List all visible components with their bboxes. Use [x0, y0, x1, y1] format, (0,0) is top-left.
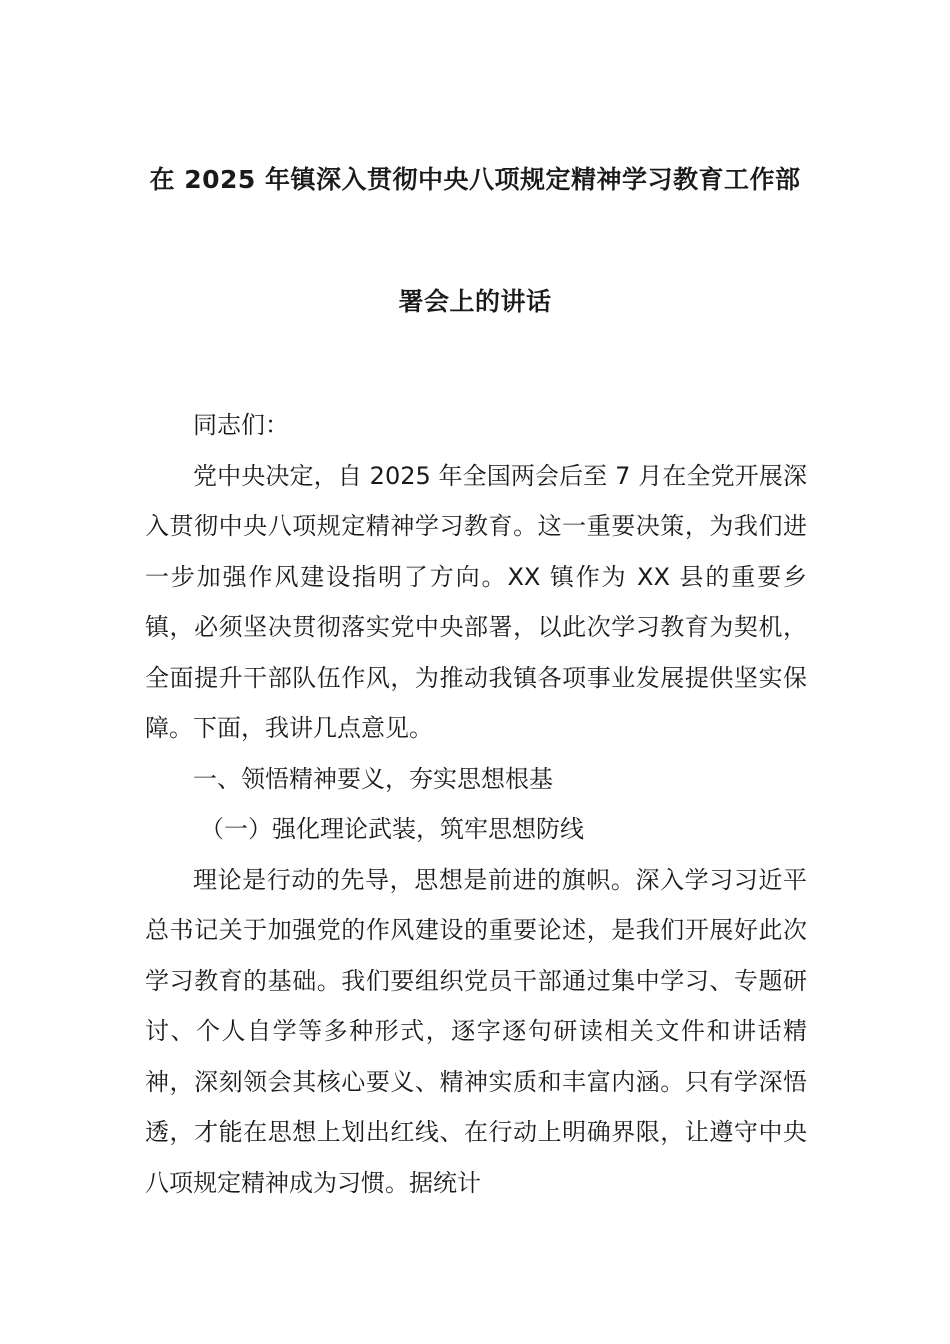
body-paragraph-2: 理论是行动的先导，思想是前进的旗帜。深入学习习近平总书记关于加强党的作风建设的重要论述，是我们开展好此次学习教育的基础。我们要组织党员干部通过集中学习、专题研讨、个人自学等多种形式，逐字逐句研读相关文件和讲话精神，深刻领会其核心要义、精神实质和丰富内涵。只有学深悟透，才能在思想上划出红线、在行动上明确界限，让遵守中央八项规定精神成为习惯。据统计 [145, 865, 807, 1197]
document-body [145, 400, 807, 1208]
document-title-line-2: 署会上的讲话 [398, 287, 552, 316]
salutation: 同志们： [193, 411, 289, 439]
intro-paragraph: 党中央决定，自 2025 年全国两会后至 7 月在全党开展深入贯彻中央八项规定精神学习教育。这一重要决策，为我们进一步加强作风建设指明了方向。XX 镇作为 XX 县的重要乡镇，必须坚决贯彻落实党中央部署，以此次学习教育为契机，全面提升干部队伍作风，为推动我镇各项事业发展提供坚实保障。下面，我讲几点意见。 [145, 461, 807, 742]
section-heading-1: 一、领悟精神要义，夯实思想根基 [193, 764, 553, 793]
subsection-heading-1-1: （一）强化理论武装，筑牢思想防线 [200, 815, 584, 843]
document-title-line-1: 在 2025 年镇深入贯彻中央八项规定精神学习教育工作部 [149, 165, 801, 194]
